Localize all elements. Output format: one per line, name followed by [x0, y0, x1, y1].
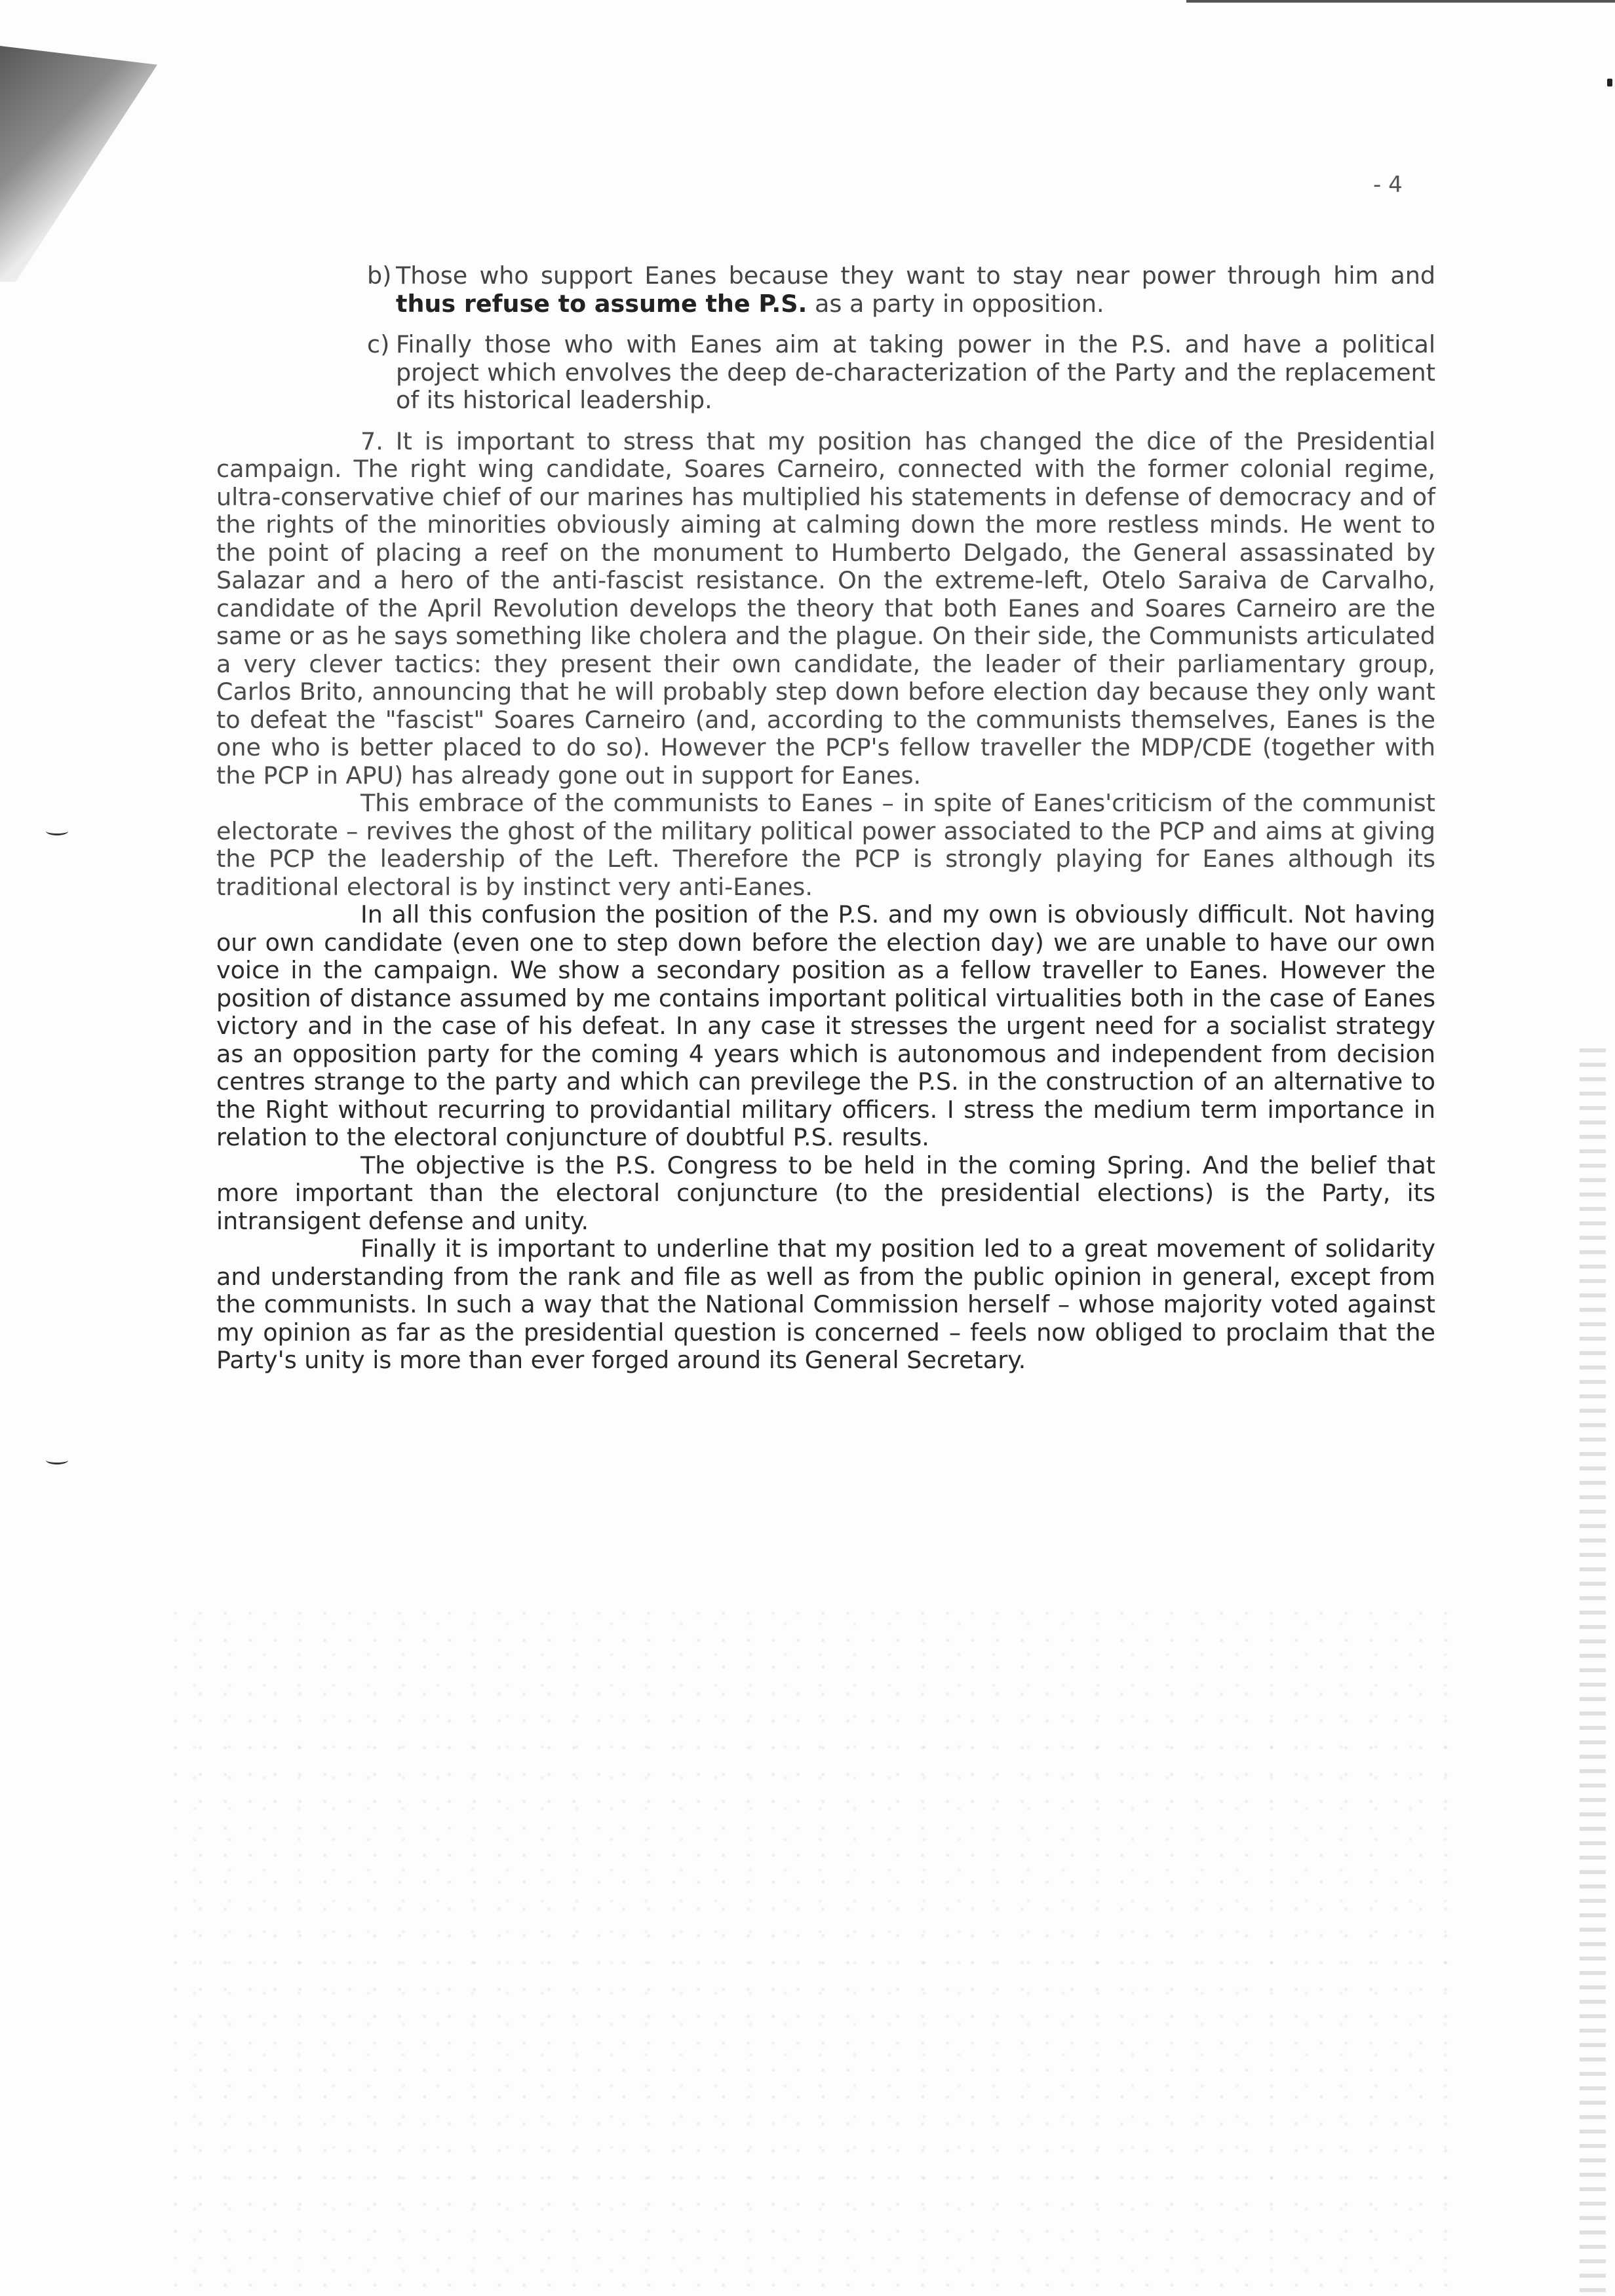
paragraph: In all this confusion the position of the P.S. and my own is obviously difficult. Not having our own candidate (even one to step down before the election day) we are unable to have our own voice in the campaign. We show a secondary position as a fellow traveller to Eanes. However the position of distance assumed by me contains important political virtualities both in the case of Eanes victory and in the case of his defeat. In any case it stresses the urgent need for a socialist strategy as an opposition party for the coming 4 years which is autonomous and independent from decision centres strange to the party and which can previlege the P.S. in the construction of an alternative to the Right without recurring to providantial military officers. I stress the medium term importance in relation to the electoral conjuncture of doubtful P.S. results. [216, 900, 1435, 1151]
paragraph: Finally it is important to underline that my position led to a great movement of solidarity and understanding from the rank and file as well as from the public opinion in general, except from the communists. In such a way that the National Commission herself – whose majority voted against my opinion as far as the presidential question is concerned – feels now obliged to proclaim that the Party's unity is more than ever forged around its General Secretary. [216, 1234, 1435, 1374]
page-number: - 4 [1373, 172, 1403, 198]
paragraph: This embrace of the communists to Eanes – in spite of Eanes'criticism of the communist electorate – revives the ghost of the military political power associated to the PCP and aims at giving the PCP the leadership of the Left. Therefore the PCP is strongly playing for Eanes although its traditional electoral is by instinct very anti-Eanes. [216, 789, 1435, 901]
list-text-part: Those who support Eanes because they want to stay near power through him and [396, 261, 1435, 290]
list-item [367, 331, 1435, 415]
binder-hole-mark [46, 1456, 68, 1464]
list-text-bold: thus refuse to assume the P.S. [396, 289, 808, 318]
scan-top-rule [1186, 0, 1615, 3]
list-item [367, 262, 1435, 318]
list-item-text [396, 262, 1435, 318]
list-marker: c) [367, 330, 390, 358]
document-body [216, 262, 1435, 1375]
list-text-part: as a party in opposition. [807, 289, 1104, 318]
list-marker: b) [367, 261, 392, 290]
scan-corner-shadow [0, 46, 157, 282]
scan-noise [170, 1605, 1449, 2293]
binder-hole-mark [46, 827, 68, 835]
list-item-text: Finally those who with Eanes aim at taking power in the P.S. and have a political project which envolves the deep de-characterization of the Party and the replacement of its historical leadership. [396, 330, 1435, 414]
paragraph: The objective is the P.S. Congress to be held in the coming Spring. And the belief that more important than the electoral conjuncture (to the presidential elections) is the Party, its intransigent defense and unity. [216, 1151, 1435, 1235]
scan-edge-dot [1607, 79, 1612, 86]
scan-right-edge [1580, 1048, 1606, 2293]
paragraph: 7. It is important to stress that my position has changed the dice of the Presidential campaign. The right wing candidate, Soares Carneiro, connected with the former colonial regime, ultra-conservative chief of our marines has multiplied his statements in defense of democracy and of the rights of the minorities obviously aiming at calming down the more restless minds. He went to the point of placing a reef on the monument to Humberto Delgado, the General assassinated by Salazar and a hero of the anti-fascist resistance. On the extreme-left, Otelo Saraiva de Carvalho, candidate of the April Revolution develops the theory that both Eanes and Soares Carneiro are the same or as he says something like cholera and the plague. On their side, the Communists articulated a very clever tactics: they present their own candidate, the leader of their parliamentary group, Carlos Brito, announcing that he will probably step down before election day because they only want to defeat the "fascist" Soares Carneiro (and, according to the communists themselves, Eanes is the one who is better placed to do so). However the PCP's fellow traveller the MDP/CDE (together with the PCP in APU) has already gone out in support for Eanes. [216, 427, 1435, 790]
